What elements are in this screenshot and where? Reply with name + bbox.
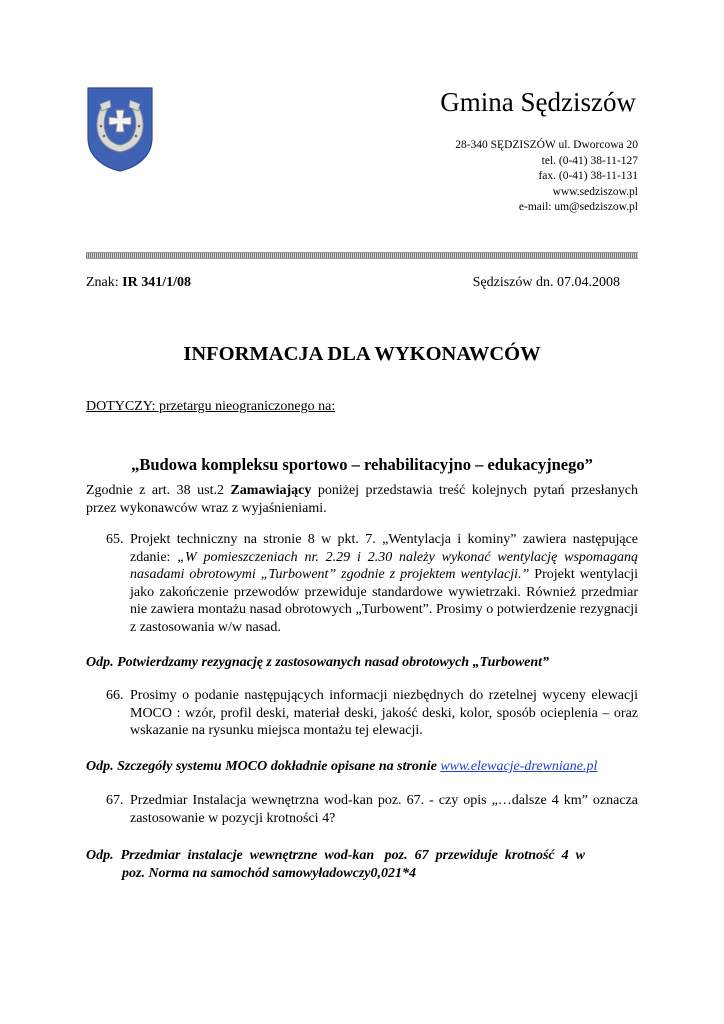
address-website: www.sedziszow.pl xyxy=(552,185,638,198)
address-street: 28-340 SĘDZISZÓW ul. Dworcowa 20 xyxy=(455,139,638,151)
document-date: Sędziszów dn. 07.04.2008 xyxy=(472,275,620,290)
intro-paragraph: Zgodnie z art. 38 ust.2 Zamawiający poniżej przedstawia treść kolejnych pytań przesłanych przez wykonawców wraz z wyjaśnieniami. xyxy=(86,483,638,516)
document-heading: INFORMACJA DLA WYKONAWCÓW xyxy=(183,343,541,365)
question-65 xyxy=(106,531,638,636)
answer-66: Odp. Szczegóły systemu MOCO dokładnie opisane na stronie www.elewacje-drewniane.pl xyxy=(86,759,598,774)
question-67 xyxy=(106,792,638,827)
header-separator xyxy=(86,252,638,259)
website-link[interactable]: www.elewacje-drewniane.pl xyxy=(440,759,598,774)
question-number: 67. xyxy=(106,793,124,808)
question-quote: „W pomieszczeniach nr. 2.29 i 2.30 należy wykonać wentylację wspomaganą nasadami obrotowymi „Turbowent” zgodnie z projektem wentylacji.” xyxy=(130,549,639,582)
address-email: e-mail: um@sedziszow.pl xyxy=(518,201,638,213)
question-text: Przedmiar Instalacja wewnętrzna wod-kan poz. 67. - czy opis „…dalsze 4 km” oznacza zastosowanie w pozycji krotności 4? xyxy=(130,793,638,826)
address-phone: tel. (0-41) 38-11-127 xyxy=(541,154,638,167)
coat-of-arms-icon xyxy=(86,86,154,172)
question-text: Projekt techniczny na stronie 8 w pkt. 7. „Wentylacja i kominy” zawiera następujące zdanie: „W pomieszczeniach nr. 2.29 i 2.30 należy wykonać wentylację wspomaganą nasadami obrotowymi „Turbowent” zgodnie z projektem wentylacji.” Projekt wentylacji jako zakończenie przewodów przewiduje standardowe wywietrzaki. Również przedmiar nie zawiera montażu nasad obrotowych „Turbowent”. Prosimy o potwierdzenie rezygnacji z zastosowania w/w nasad. xyxy=(130,532,639,635)
question-66 xyxy=(106,687,638,740)
project-name: „Budowa kompleksu sportowo – rehabilitacyjno – edukacyjnego” xyxy=(131,455,593,474)
contact-address xyxy=(455,138,638,216)
question-number: 66. xyxy=(106,688,124,703)
reference-sign-value: IR 341/1/08 xyxy=(122,275,191,290)
answer-line-1: Odp. Przedmiar instalacje wewnętrzne wod-kan poz. 67 przewiduje krotność 4 w xyxy=(86,848,585,863)
answer-67 xyxy=(86,847,638,882)
answer-65: Odp. Potwierdzamy rezygnację z zastosowanych nasad obrotowych „Turbowent” xyxy=(86,655,550,670)
municipality-title: Gmina Sędziszów xyxy=(440,87,636,117)
concerns-line: DOTYCZY: przetargu nieograniczonego na: xyxy=(86,399,336,414)
address-fax: fax. (0-41) 38-11-131 xyxy=(538,170,638,182)
question-number: 65. xyxy=(106,532,124,547)
intro-bold: Zamawiający xyxy=(230,483,312,498)
reference-sign: Znak: IR 341/1/08 xyxy=(86,275,191,290)
question-text: Prosimy o podanie następujących informacji niezbędnych do rzetelnej wyceny elewacji MOCO : wzór, profil deski, materiał deski, jakość deski, kolor, sposób ocieplenia – oraz wskazanie na rysunku miejsca montażu tej elewacji. xyxy=(130,688,638,738)
answer-line-2: poz. Norma na samochód samowyładowczy0,021*4 xyxy=(122,865,417,881)
